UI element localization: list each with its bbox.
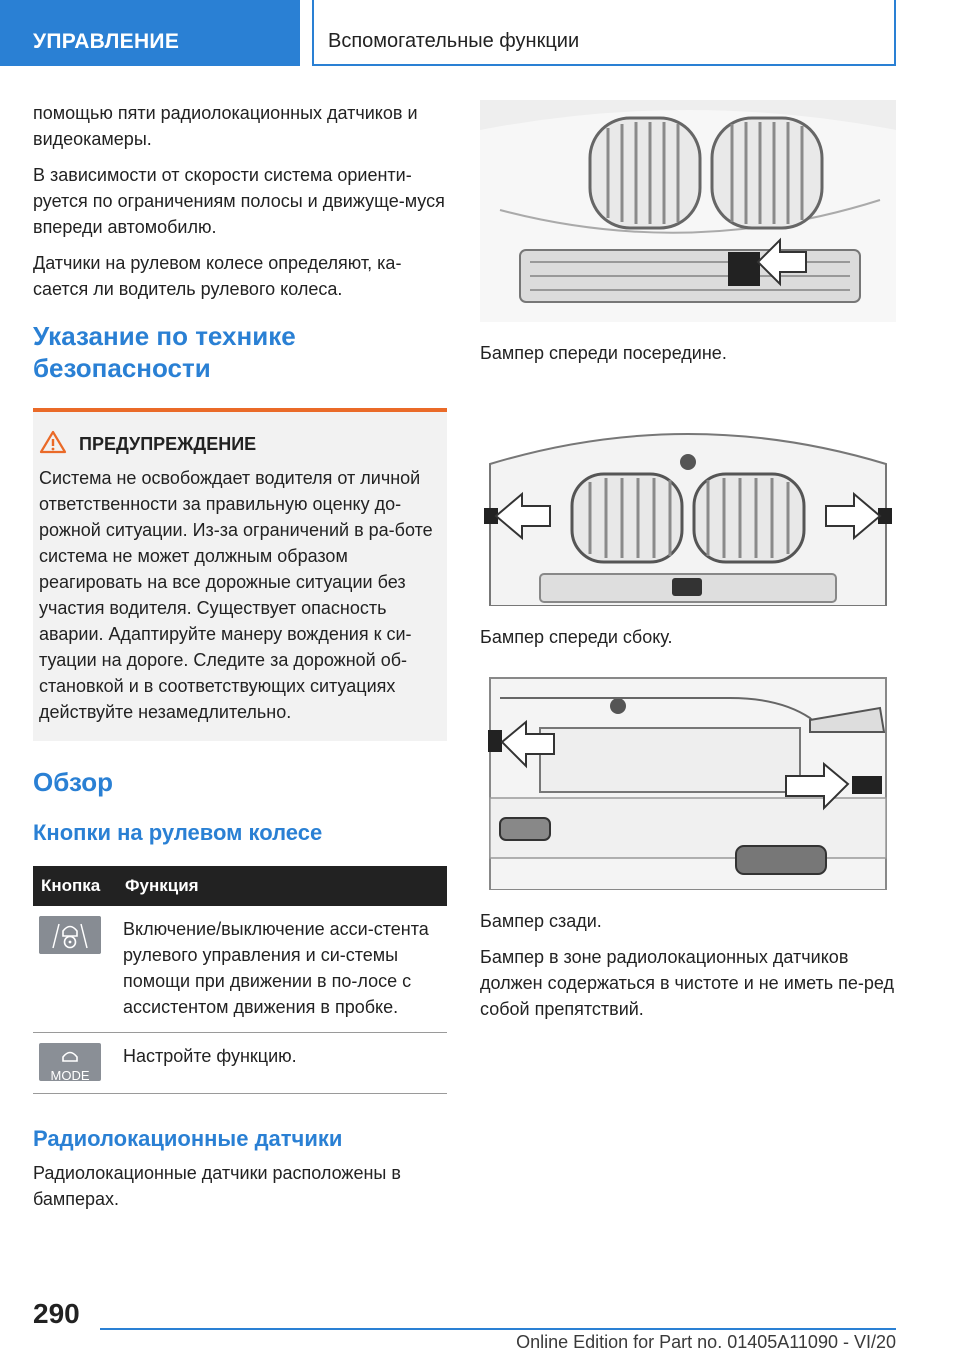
section-title: Вспомогательные функции <box>312 0 896 66</box>
function-text: Включение/выключение асси-стента рулевого управления и си-стемы помощи при движении в по-лосе с ассистентом движения в пробке. <box>117 906 447 1033</box>
radar-heading: Радиолокационные датчики <box>33 1126 343 1151</box>
overview-heading: Обзор <box>33 767 113 797</box>
table-row <box>33 1033 447 1094</box>
function-text: Настройте функцию. <box>117 1033 447 1094</box>
rear-bumper-image <box>480 668 896 890</box>
table-header-button: Кнопка <box>33 866 117 906</box>
caption-front-center: Бампер спереди посередине. <box>480 343 727 363</box>
page-number: 290 <box>33 1298 80 1329</box>
intro-paragraph-3: Датчики на рулевом колесе определяют, ка-сается ли водитель рулевого колеса. <box>33 253 402 299</box>
intro-paragraph-2: В зависимости от скорости система ориенти-руется по ограничениям полосы и движуще-муся впереди автомобилю. <box>33 165 445 237</box>
caption-front-side: Бампер спереди сбоку. <box>480 627 673 647</box>
bumper-note: Бампер в зоне радиолокационных датчиков должен содержаться в чистоте и не иметь пе-ред собой препятствий. <box>480 947 895 1019</box>
warning-title: ПРЕДУПРЕЖДЕНИЕ <box>79 434 257 454</box>
radar-text: Радиолокационные датчики расположены в бамперах. <box>33 1163 401 1209</box>
warning-title-row <box>39 430 437 459</box>
chapter-tab: УПРАВЛЕНИЕ <box>0 0 300 66</box>
table-row <box>33 906 447 1033</box>
safety-heading: Указание по технике безопасности <box>33 321 296 383</box>
caption-rear: Бампер сзади. <box>480 911 602 931</box>
table-header-function: Функция <box>117 866 447 906</box>
warning-triangle-icon <box>39 430 67 459</box>
mode-label: MODE <box>50 1068 90 1083</box>
footer-rule <box>100 1328 896 1330</box>
right-column <box>480 100 896 1032</box>
warning-text: Система не освобождает водителя от личной ответственности за правильную оценку до-рожной ситуации. Из-за ограничений в ра-боте система не может должным образом реагировать на все дорожные ситуации без участия водителя. Существует опасность аварии. Адаптируйте манеру вождения к си-туации на дороге. Следите за дорожной об-становкой и в соответствующих ситуациях действуйте незамедлительно. <box>39 468 433 722</box>
left-column <box>33 100 447 1222</box>
footer-edition: Online Edition for Part no. 01405A11090 - VI/20 <box>516 1332 896 1352</box>
warning-box <box>33 408 447 741</box>
steering-assist-button-icon <box>39 916 101 954</box>
front-side-bumper-image <box>480 384 896 606</box>
front-center-bumper-image <box>480 100 896 322</box>
button-function-table <box>33 866 447 1094</box>
intro-paragraph-1: помощью пяти радиолокационных датчиков и видеокамеры. <box>33 103 418 149</box>
buttons-heading: Кнопки на рулевом колесе <box>33 820 323 845</box>
mode-button-icon <box>39 1043 101 1081</box>
